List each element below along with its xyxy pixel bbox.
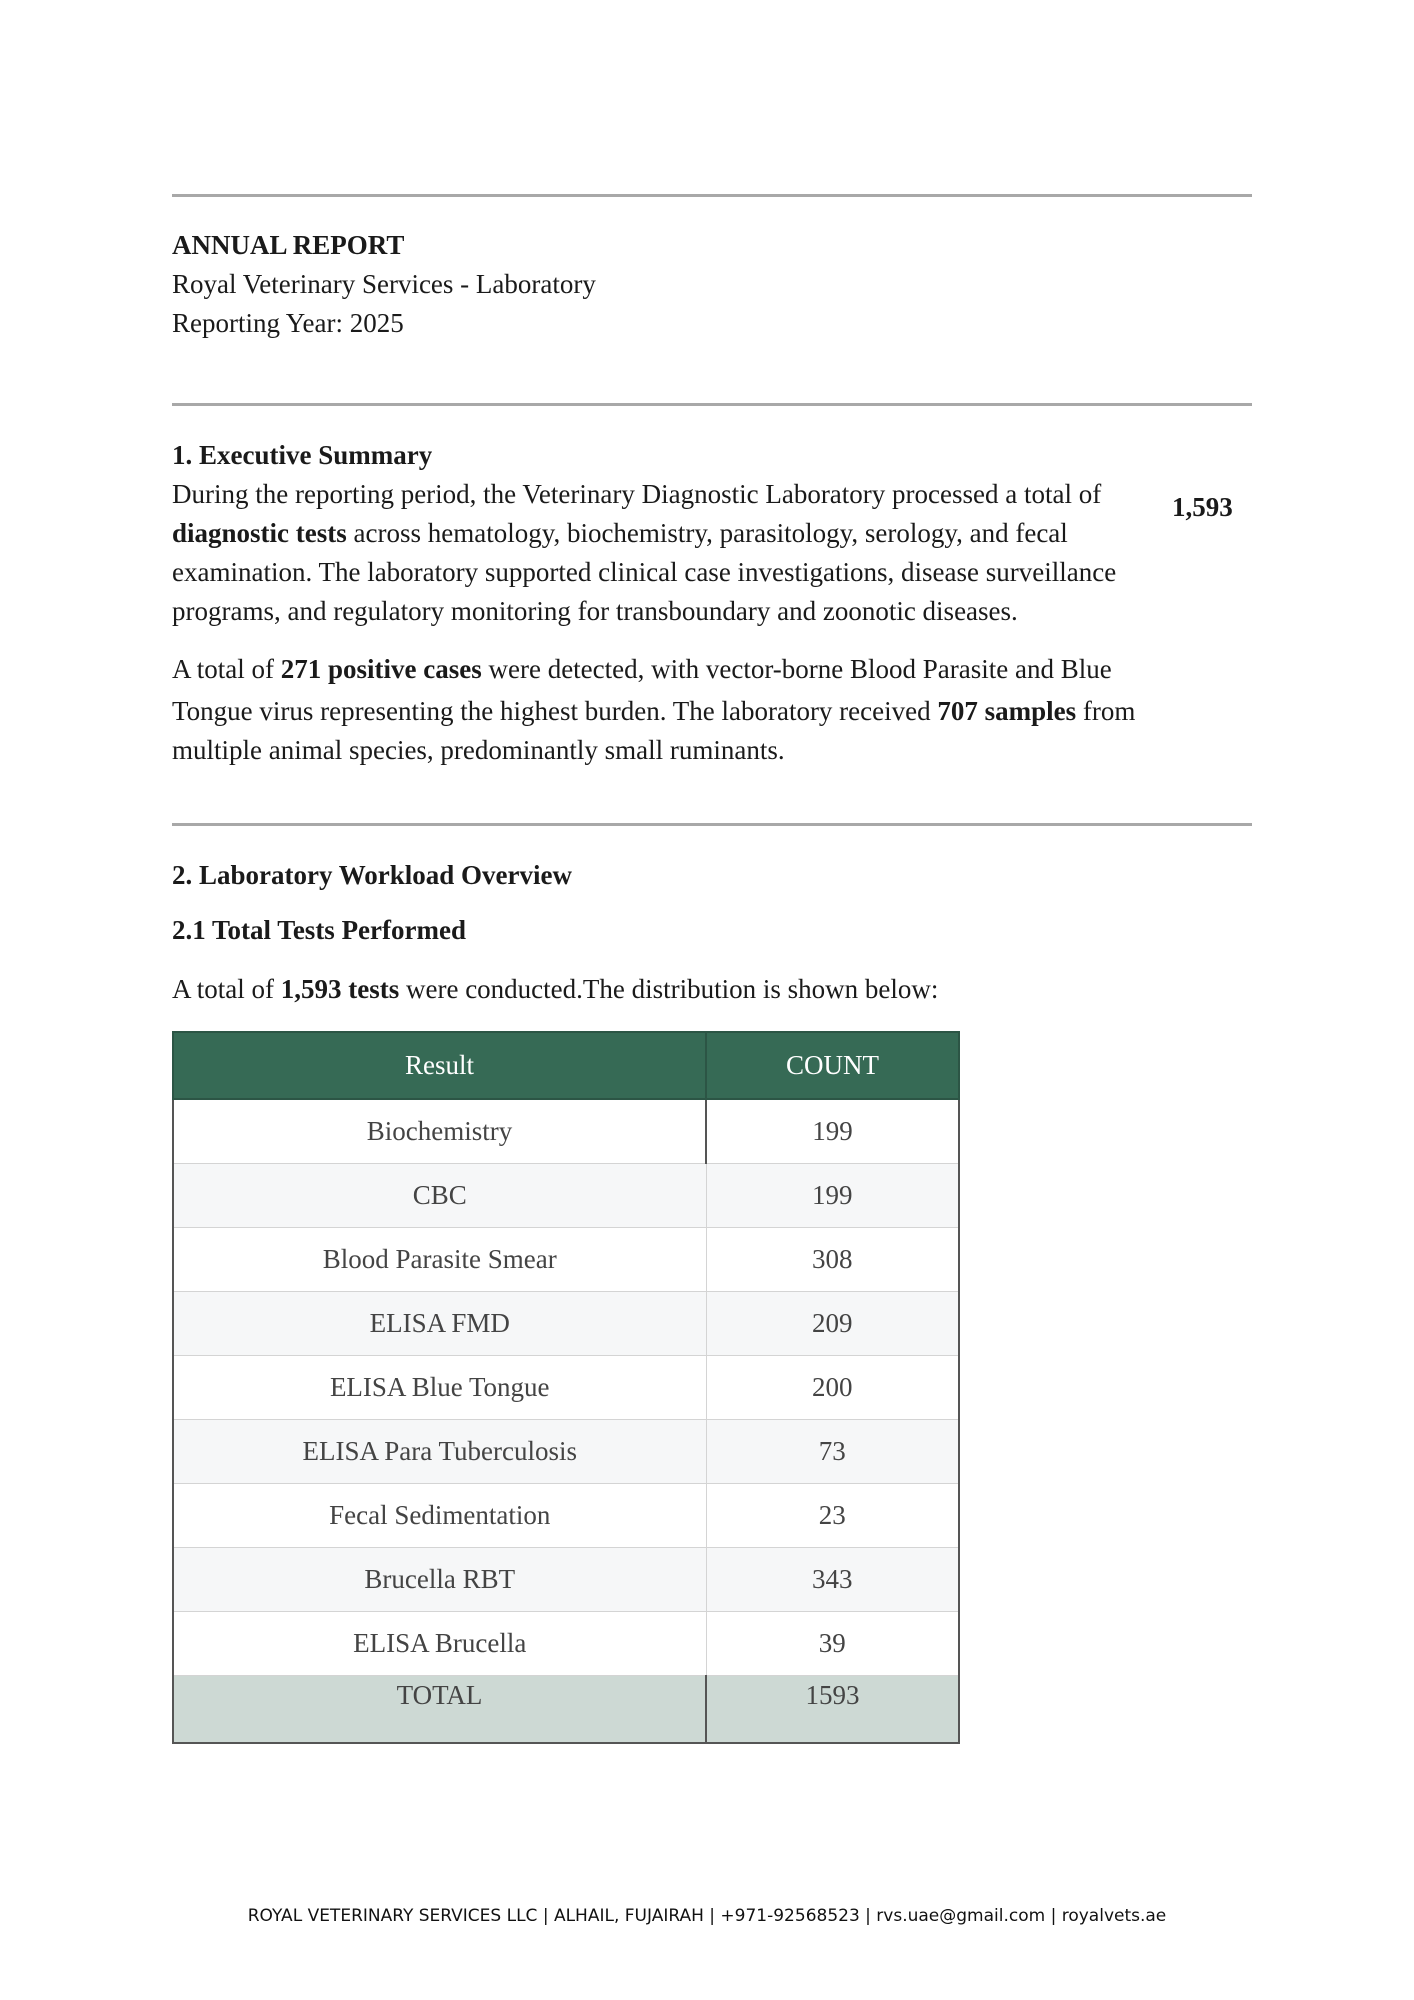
test-count: 199 [706, 1164, 959, 1228]
table-header-row [173, 1032, 959, 1099]
table-row [173, 1548, 959, 1612]
table-row [173, 1292, 959, 1356]
table-intro [172, 969, 938, 1009]
test-name: ELISA Para Tuberculosis [173, 1420, 706, 1484]
intro-text: A total of [172, 974, 281, 1004]
table-row [173, 1612, 959, 1676]
test-count: 343 [706, 1548, 959, 1612]
summary-line [172, 513, 1068, 553]
column-header-result: Result [173, 1032, 706, 1099]
organization-name: Royal Veterinary Services - Laboratory [172, 269, 596, 299]
summary-text: Tongue virus representing the highest burden. The laboratory received [172, 696, 938, 726]
summary-line [172, 691, 1135, 731]
table-row [173, 1099, 959, 1164]
table-row [173, 1164, 959, 1228]
summary-text: A total of [172, 654, 281, 684]
table-row [173, 1228, 959, 1292]
summary-text: were detected, with vector-borne Blood Parasite and Blue [481, 654, 1112, 684]
table-row [173, 1420, 959, 1484]
test-count: 73 [706, 1420, 959, 1484]
summary-line: programs, and regulatory monitoring for transboundary and zoonotic diseases. [172, 596, 1018, 626]
total-label: TOTAL [173, 1676, 706, 1744]
intro-text: were conducted.The distribution is shown below: [399, 974, 939, 1004]
column-header-count: COUNT [706, 1032, 959, 1099]
samples-emphasis: 707 samples [937, 696, 1077, 726]
section-heading-workload: 2. Laboratory Workload Overview [172, 860, 572, 890]
summary-text: across hematology, biochemistry, parasitology, serology, and fecal [353, 518, 1068, 548]
total-value: 1593 [706, 1676, 959, 1744]
test-count: 308 [706, 1228, 959, 1292]
summary-line: multiple animal species, predominantly small ruminants. [172, 735, 785, 765]
summary-text: from [1076, 696, 1136, 726]
table-row [173, 1356, 959, 1420]
test-count: 209 [706, 1292, 959, 1356]
summary-line [172, 649, 1112, 689]
test-count: 39 [706, 1612, 959, 1676]
total-tests-figure: 1,593 [1172, 492, 1233, 522]
test-name: Brucella RBT [173, 1548, 706, 1612]
test-count: 199 [706, 1099, 959, 1164]
summary-line: During the reporting period, the Veterinary Diagnostic Laboratory processed a total of [172, 479, 1102, 509]
subsection-heading-total-tests: 2.1 Total Tests Performed [172, 915, 466, 945]
tests-table [172, 1031, 960, 1744]
divider [172, 823, 1252, 826]
test-name: Biochemistry [173, 1099, 706, 1164]
test-name: ELISA Brucella [173, 1612, 706, 1676]
divider [172, 194, 1252, 197]
test-count: 23 [706, 1484, 959, 1548]
positive-cases-emphasis: 271 positive cases [280, 654, 482, 684]
table-row [173, 1484, 959, 1548]
report-title: ANNUAL REPORT [172, 230, 405, 260]
summary-line: examination. The laboratory supported clinical case investigations, disease surveillance [172, 557, 1117, 587]
section-heading-executive-summary: 1. Executive Summary [172, 440, 433, 470]
reporting-year: Reporting Year: 2025 [172, 308, 404, 338]
test-name: Fecal Sedimentation [173, 1484, 706, 1548]
test-count: 200 [706, 1356, 959, 1420]
table-total-row [173, 1676, 959, 1744]
diagnostic-tests-emphasis: diagnostic tests [172, 518, 347, 548]
test-name: ELISA Blue Tongue [173, 1356, 706, 1420]
test-name: CBC [173, 1164, 706, 1228]
page-footer: ROYAL VETERINARY SERVICES LLC | ALHAIL, FUJAIRAH | +971-92568523 | rvs.uae@gmail.com | royalvets.ae [247, 1906, 1167, 1926]
tests-emphasis: 1,593 tests [280, 974, 400, 1004]
divider [172, 403, 1252, 406]
test-name: Blood Parasite Smear [173, 1228, 706, 1292]
test-name: ELISA FMD [173, 1292, 706, 1356]
